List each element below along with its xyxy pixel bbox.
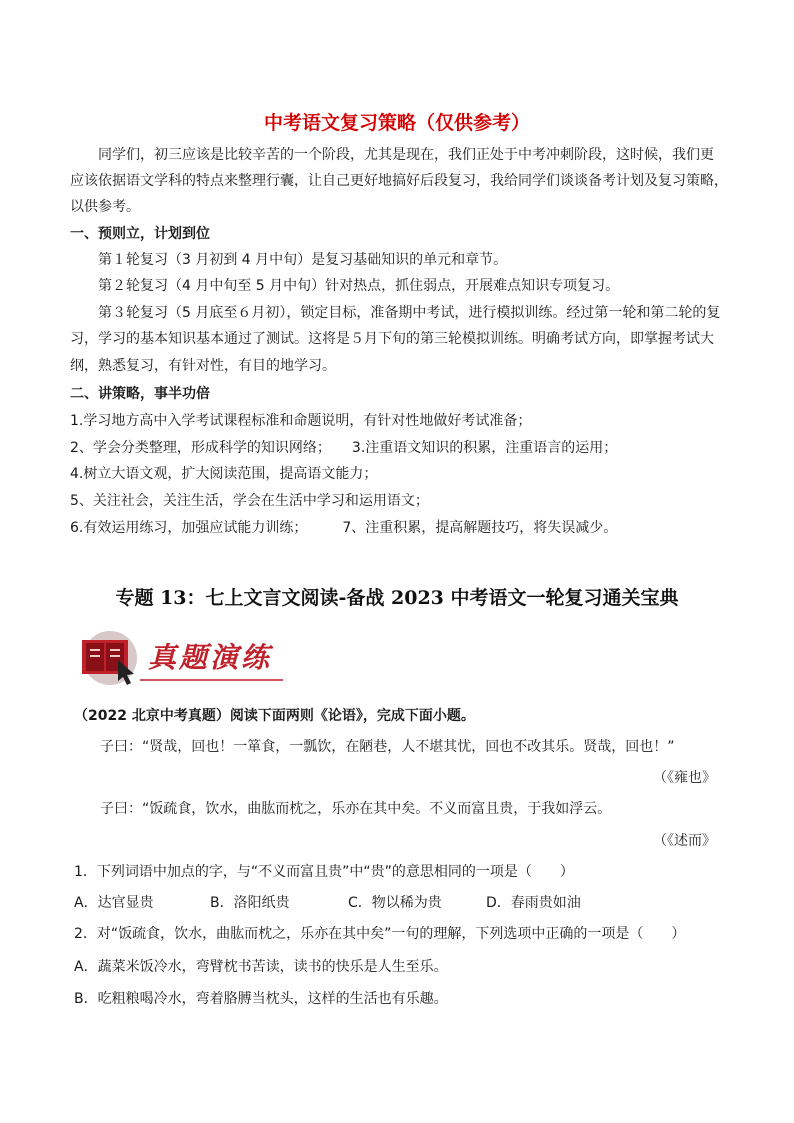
strategy-item: 5、关注社会，关注生活，学会在生活中学习和运用语文； — [70, 493, 429, 509]
intro-line-3: 以供参考。 — [70, 199, 140, 215]
strategy-item: 4.树立大语文观，扩大阅读范围，提高语文能力； — [70, 466, 378, 482]
question-2: 2．对“饭疏食，饮水，曲肱而枕之，乐亦在其中矣”一句的理解，下列选项中正确的一项是（ ） — [74, 926, 686, 942]
exercise-banner — [78, 628, 288, 690]
intro-line-2: 应该依据语文学科的特点来整理行囊，让自己更好地搞好后段复习，我给同学们谈谈备考计划及复习策略， — [70, 173, 728, 189]
question-1: 1．下列词语中加点的字，与“不义而富且贵”中“贵”的意思相同的一项是（ ） — [74, 864, 574, 880]
q2-option-b: B．吃粗粮喝冷水，弯着胳膊当枕头，这样的生活也有乐趣。 — [74, 991, 448, 1007]
q1-option-c: C．物以稀为贵 — [348, 895, 442, 911]
q2-option-a: A．蔬菜米饭冷水，弯臂枕书苦读，读书的快乐是人生至乐。 — [74, 959, 448, 975]
topic-title: 专题 13：七上文言文阅读-备战 2023 中考语文一轮复习通关宝典 — [115, 587, 679, 609]
banner-text: 真题演练 — [148, 641, 273, 674]
heading-strategy: 二、讲策略，事半功倍 — [70, 386, 210, 402]
strategy-item: 1.学习地方高中入学考试课程标准和命题说明，有针对性地做好考试准备； — [70, 413, 532, 429]
round-3-line-1: 第３轮复习（5 月底至６月初），锁定目标，准备期中考试，进行模拟训练。经过第一轮和第二轮的复 — [98, 305, 721, 321]
q1-option-b: B．洛阳纸贵 — [210, 895, 290, 911]
passage-1-source: （《雍也》 — [653, 770, 716, 786]
q1-option-a: A．达官显贵 — [74, 895, 154, 911]
round-2: 第２轮复习（4 月中旬至 5 月中旬）针对热点，抓住弱点，开展难点知识专项复习。 — [98, 278, 620, 294]
round-1: 第１轮复习（3 月初到 4 月中旬）是复习基础知识的单元和章节。 — [98, 252, 508, 268]
strategy-item: 2、学会分类整理，形成科学的知识网络； 3.注重语文知识的积累，注重语言的运用； — [70, 440, 618, 456]
passage-1: 子曰：“贤哉，回也！一箪食，一瓢饮，在陋巷，人不堪其忧，回也不改其乐。贤哉，回也！” — [100, 739, 675, 755]
round-3-line-3: 纲，熟悉复习，有针对性，有目的地学习。 — [70, 358, 336, 374]
exercise-prompt: （2022 北京中考真题）阅读下面两则《论语》，完成下面小题。 — [74, 708, 475, 724]
heading-plan: 一、预则立，计划到位 — [70, 226, 210, 242]
strategy-item: 6.有效运用练习，加强应试能力训练； 7、注重积累，提高解题技巧，将失误减少。 — [70, 520, 618, 536]
passage-2: 子曰：“饭疏食，饮水，曲肱而枕之，乐亦在其中矣。不义而富且贵，于我如浮云。 — [100, 801, 612, 817]
intro-line-1: 同学们，初三应该是比较辛苦的一个阶段，尤其是现在，我们正处于中考冲刺阶段，这时候，我们更 — [98, 147, 714, 163]
q1-option-d: D．春雨贵如油 — [486, 895, 581, 911]
strategy-title: 中考语文复习策略（仅供参考） — [263, 112, 530, 134]
round-3-line-2: 习，学习的基本知识基本通过了测试。这将是５月下旬的第三轮模拟训练。明确考试方向，即掌握考试大 — [70, 331, 714, 347]
passage-2-source: （《述而》 — [653, 833, 716, 849]
